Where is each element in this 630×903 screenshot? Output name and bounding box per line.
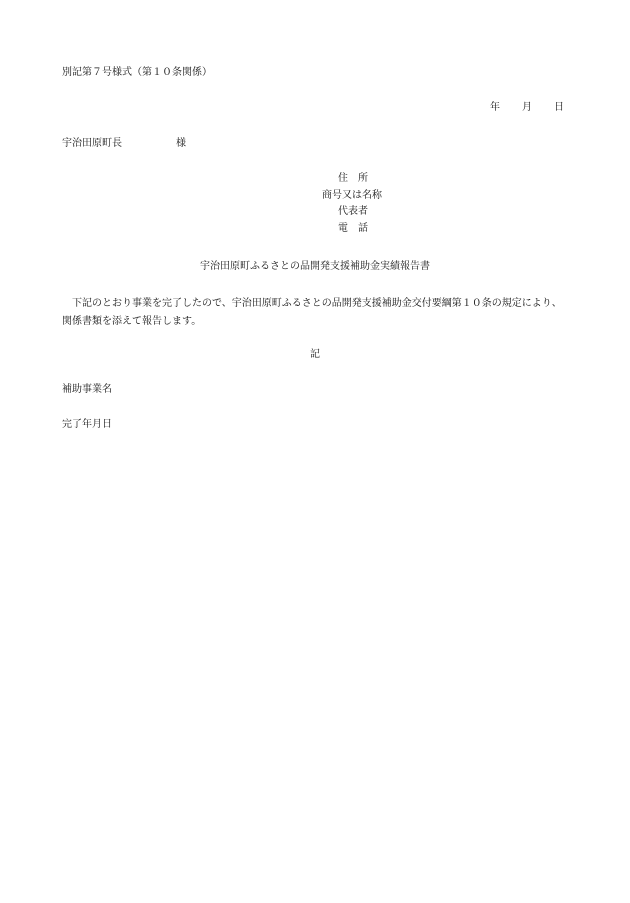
item-completion-date: 完了年月日 — [62, 419, 112, 430]
addressee-honorific: 様 — [176, 138, 186, 149]
body-paragraph — [62, 295, 568, 331]
ki-heading: 記 — [310, 349, 320, 360]
item-project-name: 補助事業名 — [62, 384, 112, 395]
applicant-address-label: 住 所 — [338, 173, 368, 184]
body-text: 下記のとおり事業を完了したので、宇治田原町ふるさとの品開発支援補助金交付要綱第１０条の規定により、関係書類を添えて報告します。 — [62, 298, 562, 327]
applicant-block — [322, 172, 422, 238]
applicant-representative-label: 代表者 — [338, 206, 368, 217]
form-label: 別記第７号様式（第１０条関係） — [62, 67, 212, 78]
date-line — [490, 101, 564, 115]
applicant-phone-label: 電 話 — [338, 222, 368, 234]
applicant-business-name-label: 商号又は名称 — [322, 189, 382, 201]
date-day: 日 — [554, 102, 564, 113]
addressee — [62, 137, 186, 151]
document-title: 宇治田原町ふるさとの品開発支援補助金実績報告書 — [200, 261, 430, 272]
addressee-name: 宇治田原町長 — [62, 138, 122, 149]
date-month: 月 — [522, 102, 532, 113]
date-year: 年 — [490, 102, 500, 113]
